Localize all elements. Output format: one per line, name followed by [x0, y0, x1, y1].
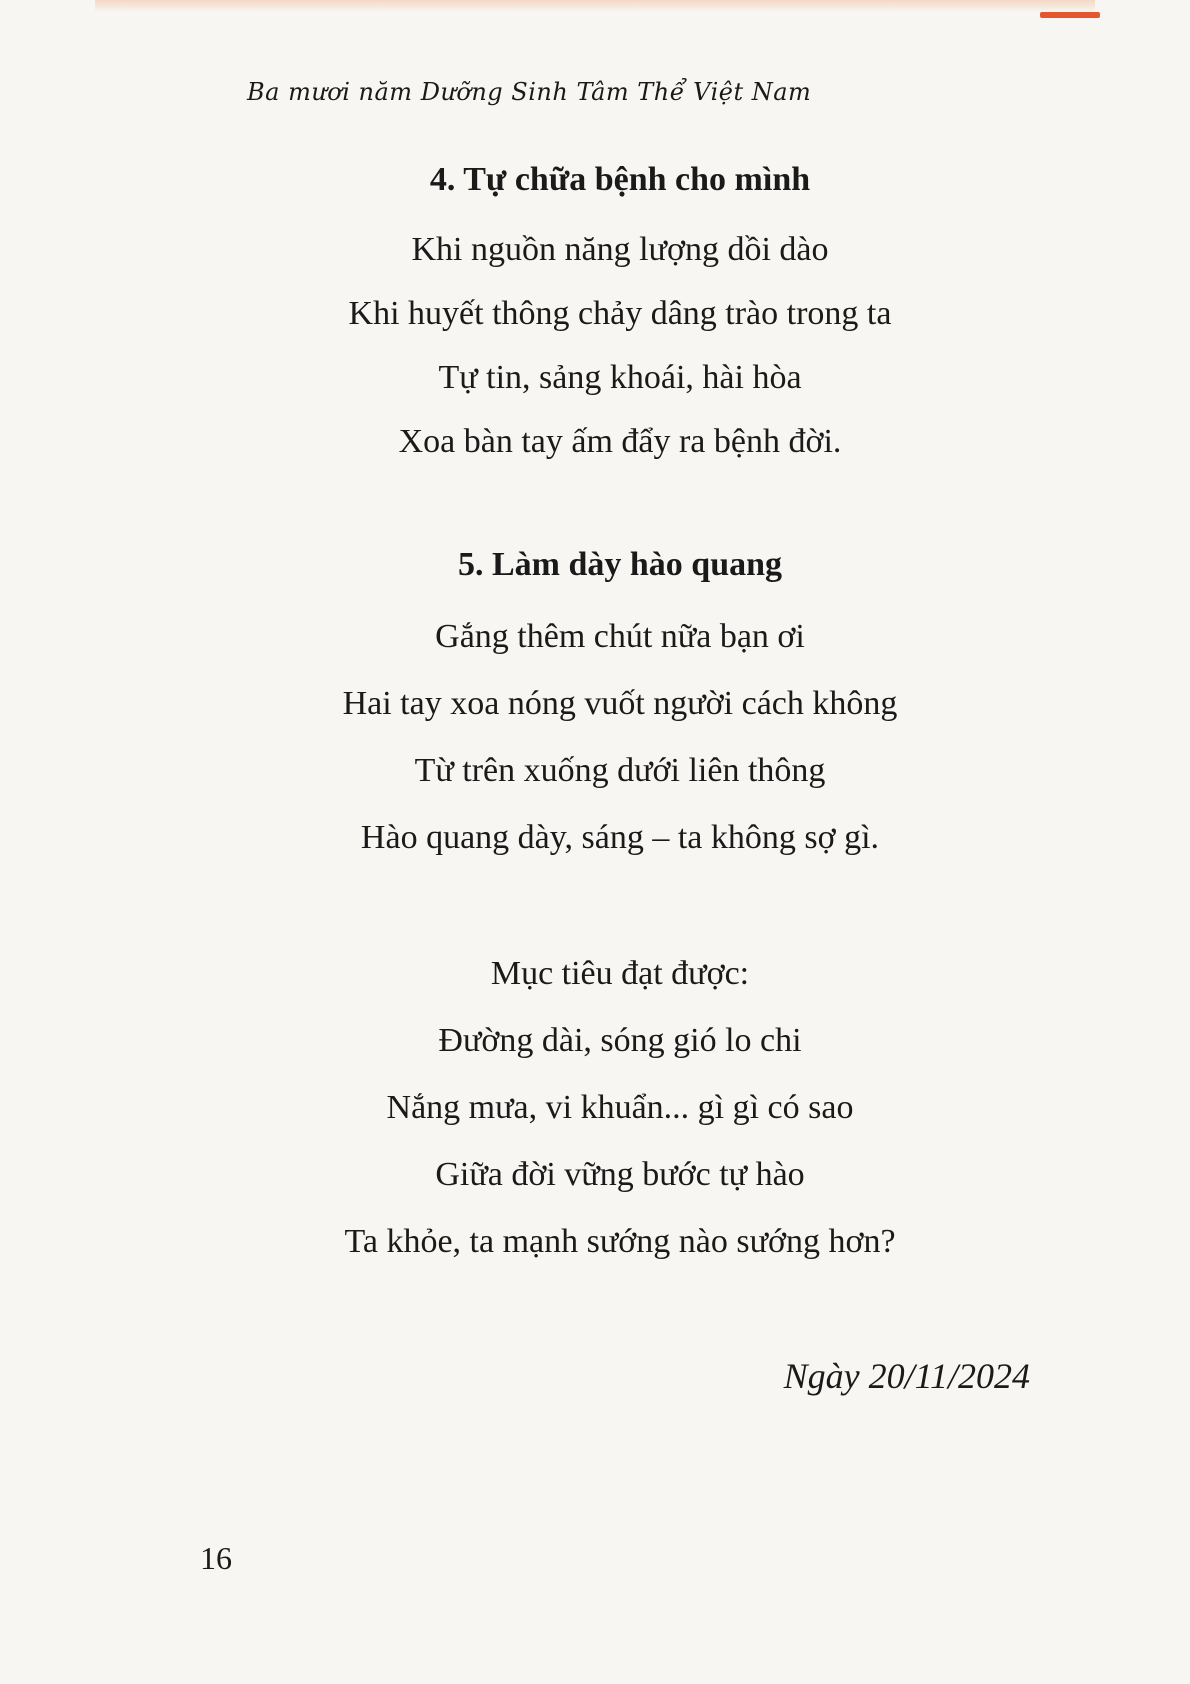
cover-edge-mark — [1040, 12, 1100, 18]
verse-line: Khi nguồn năng lượng dồi dào — [411, 231, 829, 268]
page-top-edge — [95, 0, 1095, 12]
running-header: Ba mươi năm Dưỡng Sinh Tâm Thể Việt Nam — [247, 78, 812, 106]
section-5-verse — [0, 603, 1190, 871]
verse-line: Ta khỏe, ta mạnh sướng nào sướng hơn? — [344, 1223, 896, 1260]
section-4 — [0, 160, 1190, 200]
verse-line: Gắng thêm chút nữa bạn ơi — [435, 618, 805, 655]
verse-line: Xoa bàn tay ấm đẩy ra bệnh đời. — [398, 423, 842, 460]
verse-line: Đường dài, sóng gió lo chi — [438, 1022, 802, 1059]
verse-line: Hai tay xoa nóng vuốt người cách không — [342, 685, 898, 722]
verse-line: Hào quang dày, sáng – ta không sợ gì. — [360, 819, 880, 856]
date-line: Ngày 20/11/2024 — [783, 1356, 1030, 1396]
verse-line: Khi huyết thông chảy dâng trào trong ta — [348, 295, 892, 332]
verse-line: Nắng mưa, vi khuẩn... gì gì có sao — [386, 1089, 854, 1126]
section-4-verse — [0, 218, 1190, 474]
section-4-title: 4. Tự chữa bệnh cho mình — [429, 161, 811, 198]
section-5-title: 5. Làm dày hào quang — [457, 546, 783, 583]
verse-line: Từ trên xuống dưới liên thông — [414, 752, 826, 789]
goal-section — [0, 940, 1190, 1275]
section-5 — [0, 545, 1190, 585]
verse-line: Giữa đời vững bước tự hào — [435, 1156, 805, 1193]
goal-heading: Mục tiêu đạt được: — [490, 955, 750, 992]
verse-line: Tự tin, sảng khoái, hài hòa — [438, 359, 802, 396]
page-number: 16 — [200, 1540, 232, 1576]
